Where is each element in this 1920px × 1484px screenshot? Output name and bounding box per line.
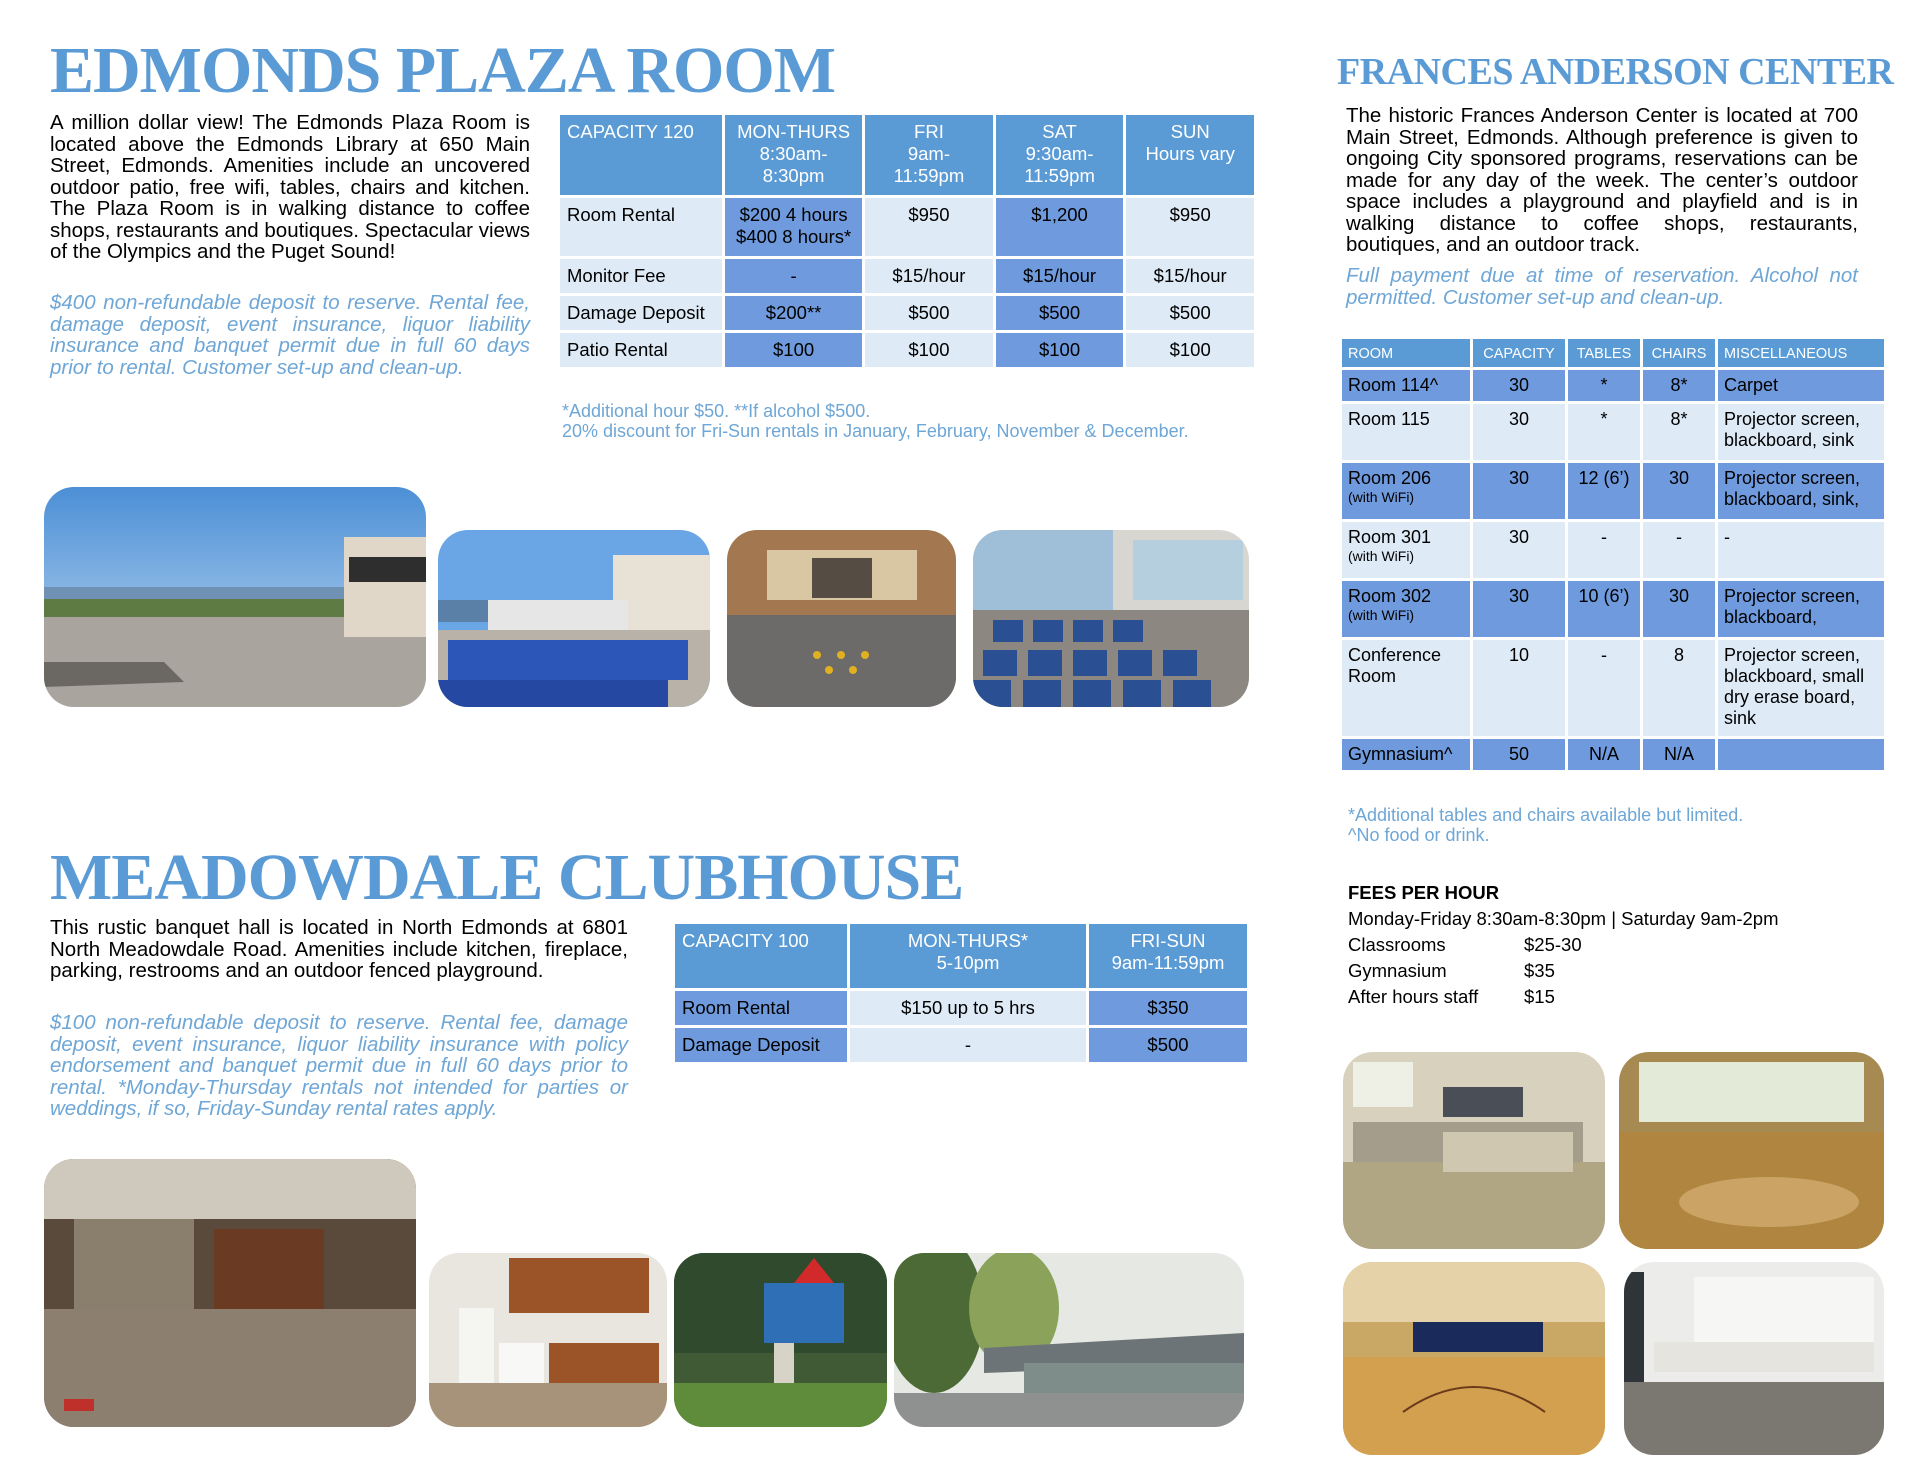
meadowdale-policy: $100 non-refundable deposit to reserve. Rental fee, damage deposit, event insurance, liquor liability insurance with policy endorsement and banquet permit due in full 60 days prior to rental. *Monday-Thursday rentals not intended for parties or weddings, if so, Friday-Sunday rental rates apply. [50, 1011, 628, 1120]
plaza-header-fri: FRI 9am- 11:59pm [865, 115, 993, 195]
plaza-photo-event [438, 530, 710, 707]
plaza-table-header-row [560, 115, 1254, 195]
table-row [1342, 463, 1884, 519]
table-cell: 12 (6’) [1568, 463, 1640, 519]
row-label: Monitor Fee [560, 259, 722, 293]
table-cell: 30 [1473, 463, 1565, 519]
frances-header-room: ROOM [1342, 339, 1470, 367]
plaza-description: A million dollar view! The Edmonds Plaza Room is located above the Edmonds Library at 650 Main Street, Edmonds. Amenities include an uncovered outdoor patio, free wifi, tables, chairs and kitchen. The Plaza Room is in walking distance to coffee shops, restaurants and boutiques. Spectacular views of the Olympics and the Puget Sound! [50, 111, 530, 263]
table-cell: $150 up to 5 hrs [850, 991, 1086, 1025]
table-cell: $100 [1126, 333, 1254, 367]
meadowdale-photo-playground [674, 1253, 887, 1427]
table-cell: 30 [1473, 404, 1565, 460]
table-row [1342, 522, 1884, 578]
fee-label: Classrooms [1348, 934, 1446, 955]
table-cell: Projector screen, blackboard, small dry erase board, sink [1718, 640, 1884, 736]
room-name: Room 302 [1348, 586, 1432, 606]
frances-photo-studio [1619, 1052, 1884, 1249]
room-name: Room 301 [1348, 527, 1432, 547]
table-cell: 30 [1473, 581, 1565, 637]
room-name: Gymnasium^ [1348, 744, 1453, 764]
table-cell: - [1568, 640, 1640, 736]
plaza-header-sun: SUN Hours vary [1126, 115, 1254, 195]
table-cell: * [1568, 404, 1640, 460]
room-name-cell [1342, 404, 1470, 460]
fee-price: $35 [1524, 960, 1555, 981]
table-cell: 8* [1643, 370, 1715, 401]
table-cell: 8* [1643, 404, 1715, 460]
frances-rooms-table [1339, 336, 1887, 773]
table-cell: $15/hour [865, 259, 993, 293]
plaza-header-sat: SAT 9:30am- 11:59pm [996, 115, 1124, 195]
table-cell: - [850, 1028, 1086, 1062]
table-cell: $950 [1126, 198, 1254, 256]
plaza-photo-interior [727, 530, 956, 707]
table-cell: 8 [1643, 640, 1715, 736]
table-cell: $200 4 hours $400 8 hours* [725, 198, 862, 256]
table-cell: 50 [1473, 739, 1565, 770]
table-cell: $500 [996, 296, 1124, 330]
table-cell: $100 [725, 333, 862, 367]
plaza-title: EDMONDS PLAZA ROOM [50, 34, 836, 107]
fee-price: $25-30 [1524, 934, 1582, 955]
table-cell: Projector screen, blackboard, sink [1718, 404, 1884, 460]
table-row [675, 1028, 1247, 1062]
row-label: Patio Rental [560, 333, 722, 367]
frances-description: The historic Frances Anderson Center is located at 700 Main Street, Edmonds. Although preference is given to ongoing City sponsored programs, reservations can be made for any day of the week. The center’s outdoor space includes a playground and playfield and is in walking distance to coffee shops, restaurants, boutiques, and an outdoor track. [1346, 104, 1858, 256]
fees-per-hour [1348, 880, 1888, 1010]
table-cell: - [1718, 522, 1884, 578]
fee-item [1348, 984, 1888, 1010]
table-cell: 30 [1643, 463, 1715, 519]
room-name-cell [1342, 370, 1470, 401]
table-cell: Carpet [1718, 370, 1884, 401]
plaza-header-capacity: CAPACITY 120 [560, 115, 722, 195]
table-cell: $500 [865, 296, 993, 330]
fee-label: After hours staff [1348, 986, 1479, 1007]
table-row [1342, 739, 1884, 770]
frances-photo-gymnasium [1343, 1262, 1605, 1455]
table-row [1342, 370, 1884, 401]
table-cell [1718, 739, 1884, 770]
meadowdale-rates-table [672, 921, 1250, 1065]
table-cell: 30 [1473, 370, 1565, 401]
fee-label: Gymnasium [1348, 960, 1447, 981]
frances-photo-classroom [1343, 1052, 1605, 1249]
fee-item [1348, 958, 1888, 984]
table-row [560, 198, 1254, 256]
room-name: Room 114^ [1348, 375, 1439, 395]
table-cell: $500 [1089, 1028, 1247, 1062]
table-row [675, 991, 1247, 1025]
table-cell: 30 [1473, 522, 1565, 578]
room-name-cell [1342, 739, 1470, 770]
table-row [560, 333, 1254, 367]
frances-photo-room [1624, 1262, 1884, 1455]
plaza-header-mon-thurs: MON-THURS 8:30am- 8:30pm [725, 115, 862, 195]
frances-header-tables: TABLES [1568, 339, 1640, 367]
table-cell: * [1568, 370, 1640, 401]
fees-heading: FEES PER HOUR [1348, 882, 1500, 903]
table-cell: $15/hour [996, 259, 1124, 293]
frances-policy: Full payment due at time of reservation. Alcohol not permitted. Customer set-up and clean-up. [1346, 264, 1858, 309]
meadowdale-table-header-row [675, 924, 1247, 988]
room-name-cell [1342, 640, 1470, 736]
meadowdale-title: MEADOWDALE CLUBHOUSE [50, 841, 964, 914]
meadowdale-header-mon-thurs: MON-THURS* 5-10pm [850, 924, 1086, 988]
table-cell: Projector screen, blackboard, [1718, 581, 1884, 637]
frances-title: FRANCES ANDERSON CENTER [1337, 51, 1894, 93]
room-name-cell [1342, 463, 1470, 519]
table-cell: $200** [725, 296, 862, 330]
table-cell: - [1568, 522, 1640, 578]
plaza-policy: $400 non-refundable deposit to reserve. Rental fee, damage deposit, event insurance, liquor liability insurance and banquet permit due in full 60 days prior to rental. Customer set-up and clean-up. [50, 291, 530, 379]
plaza-footnote-1: *Additional hour $50. **If alcohol $500. [562, 401, 871, 421]
row-label: Room Rental [560, 198, 722, 256]
meadowdale-photo-kitchen [429, 1253, 667, 1427]
fee-item [1348, 932, 1888, 958]
table-row [1342, 581, 1884, 637]
table-cell: $100 [865, 333, 993, 367]
table-row [560, 259, 1254, 293]
table-cell: 10 [1473, 640, 1565, 736]
table-cell: $1,200 [996, 198, 1124, 256]
fees-hours: Monday-Friday 8:30am-8:30pm | Saturday 9am-2pm [1348, 908, 1779, 929]
table-row [1342, 404, 1884, 460]
frances-header-capacity: CAPACITY [1473, 339, 1565, 367]
room-name: Conference Room [1348, 645, 1442, 686]
table-cell: $500 [1126, 296, 1254, 330]
meadowdale-description: This rustic banquet hall is located in North Edmonds at 6801 North Meadowdale Road. Amenities include kitchen, fireplace, parking, restrooms and an outdoor fenced playground. [50, 916, 628, 982]
frances-footnote-2: ^No food or drink. [1348, 825, 1490, 845]
frances-header-chairs: CHAIRS [1643, 339, 1715, 367]
table-row [560, 296, 1254, 330]
row-label: Damage Deposit [560, 296, 722, 330]
meadowdale-header-capacity: CAPACITY 100 [675, 924, 847, 988]
meadowdale-photo-hall [44, 1159, 416, 1427]
table-cell: $950 [865, 198, 993, 256]
table-cell: N/A [1643, 739, 1715, 770]
room-name: Room 115 [1348, 409, 1430, 429]
room-wifi-note: (with WiFi) [1348, 489, 1415, 505]
meadowdale-header-fri-sun: FRI-SUN 9am-11:59pm [1089, 924, 1247, 988]
frances-table-header-row [1342, 339, 1884, 367]
room-wifi-note: (with WiFi) [1348, 548, 1415, 564]
room-name-cell [1342, 581, 1470, 637]
table-cell: - [1643, 522, 1715, 578]
row-label: Damage Deposit [675, 1028, 847, 1062]
table-cell: $100 [996, 333, 1124, 367]
table-row [1342, 640, 1884, 736]
row-label: Room Rental [675, 991, 847, 1025]
plaza-footnote-2: 20% discount for Fri-Sun rentals in January, February, November & December. [562, 421, 1189, 441]
room-wifi-note: (with WiFi) [1348, 607, 1415, 623]
room-name: Room 206 [1348, 468, 1432, 488]
plaza-photo-patio [44, 487, 426, 707]
plaza-rates-table [557, 112, 1257, 370]
table-cell: $15/hour [1126, 259, 1254, 293]
table-cell: 30 [1643, 581, 1715, 637]
plaza-photo-chairs [973, 530, 1249, 707]
meadowdale-photo-exterior [894, 1253, 1244, 1427]
fee-price: $15 [1524, 986, 1555, 1007]
frances-footnote-1: *Additional tables and chairs available but limited. [1348, 805, 1744, 825]
room-name-cell [1342, 522, 1470, 578]
table-cell: Projector screen, blackboard, sink, [1718, 463, 1884, 519]
table-cell: N/A [1568, 739, 1640, 770]
table-cell: 10 (6’) [1568, 581, 1640, 637]
table-cell: $350 [1089, 991, 1247, 1025]
table-cell: - [725, 259, 862, 293]
frances-header-misc: MISCELLANEOUS [1718, 339, 1884, 367]
